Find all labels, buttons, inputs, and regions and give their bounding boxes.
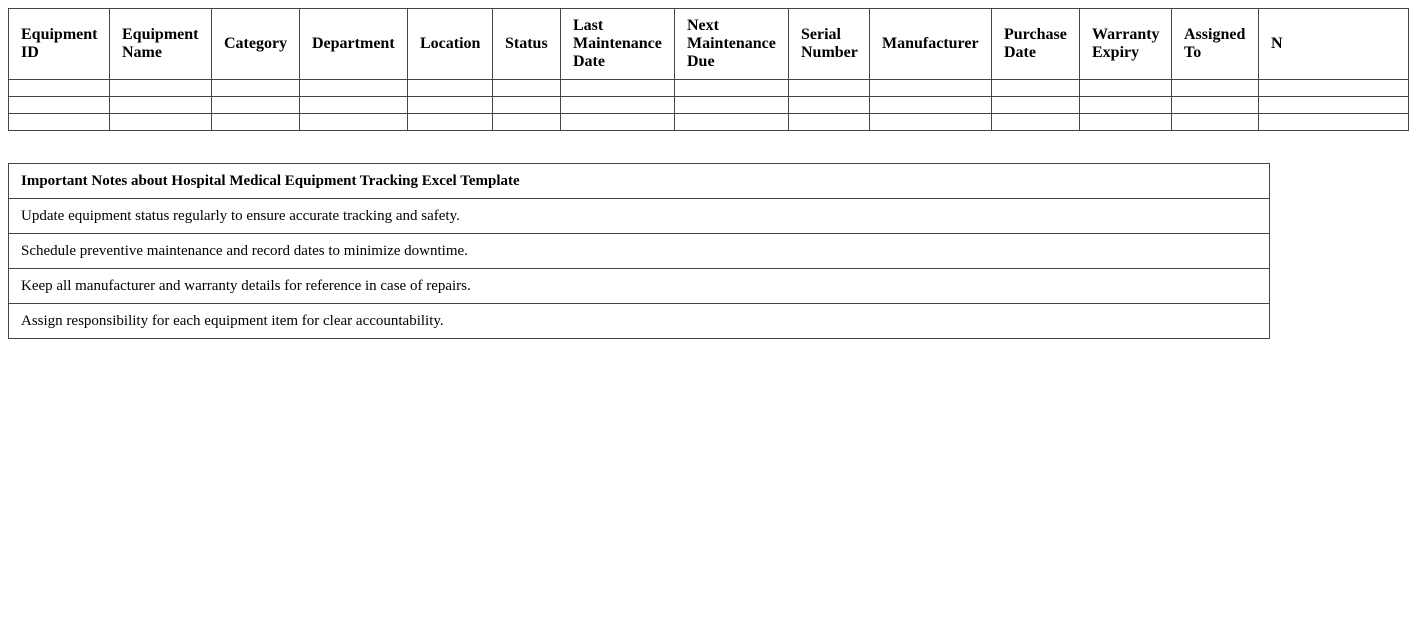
table-cell[interactable]	[870, 97, 992, 114]
table-cell[interactable]	[9, 114, 110, 131]
table-row	[9, 97, 1409, 114]
table-cell[interactable]	[212, 80, 300, 97]
table-cell[interactable]	[1172, 114, 1259, 131]
column-header-category: Category	[212, 9, 300, 80]
table-cell[interactable]	[789, 114, 870, 131]
table-cell[interactable]	[300, 114, 408, 131]
table-cell[interactable]	[493, 114, 561, 131]
table-cell[interactable]	[561, 80, 675, 97]
table-cell[interactable]	[1080, 80, 1172, 97]
table-cell[interactable]	[300, 80, 408, 97]
note-item: Schedule preventive maintenance and record dates to minimize downtime.	[9, 234, 1270, 269]
table-cell[interactable]	[1172, 97, 1259, 114]
table-row	[9, 114, 1409, 131]
table-cell[interactable]	[1172, 80, 1259, 97]
table-cell[interactable]	[992, 97, 1080, 114]
table-cell[interactable]	[675, 114, 789, 131]
table-cell[interactable]	[675, 97, 789, 114]
column-header-location: Location	[408, 9, 493, 80]
table-cell[interactable]	[789, 97, 870, 114]
table-cell[interactable]	[212, 97, 300, 114]
table-cell[interactable]	[300, 97, 408, 114]
column-header-equipment-name: Equipment Name	[110, 9, 212, 80]
note-row	[9, 234, 1270, 269]
table-cell[interactable]	[408, 114, 493, 131]
table-cell[interactable]	[110, 97, 212, 114]
notes-title-row	[9, 164, 1270, 199]
table-cell[interactable]	[110, 114, 212, 131]
note-item: Keep all manufacturer and warranty details for reference in case of repairs.	[9, 269, 1270, 304]
column-header-truncated: N	[1259, 9, 1409, 80]
column-header-department: Department	[300, 9, 408, 80]
column-header-warranty-expiry: Warranty Expiry	[1080, 9, 1172, 80]
table-cell[interactable]	[789, 80, 870, 97]
note-item: Update equipment status regularly to ensure accurate tracking and safety.	[9, 199, 1270, 234]
table-cell[interactable]	[110, 80, 212, 97]
equipment-tracking-table	[8, 8, 1409, 131]
table-cell[interactable]	[1259, 80, 1409, 97]
table-cell[interactable]	[408, 97, 493, 114]
column-header-equipment-id: Equipment ID	[9, 9, 110, 80]
table-cell[interactable]	[1080, 114, 1172, 131]
important-notes-table	[8, 163, 1270, 339]
note-row	[9, 269, 1270, 304]
page-content	[8, 8, 1283, 635]
table-cell[interactable]	[870, 114, 992, 131]
notes-title: Important Notes about Hospital Medical Equipment Tracking Excel Template	[9, 164, 1270, 199]
table-cell[interactable]	[561, 114, 675, 131]
column-header-serial-number: Serial Number	[789, 9, 870, 80]
note-row	[9, 304, 1270, 339]
column-header-status: Status	[493, 9, 561, 80]
note-item: Assign responsibility for each equipment item for clear accountability.	[9, 304, 1270, 339]
table-cell[interactable]	[992, 80, 1080, 97]
table-cell[interactable]	[9, 80, 110, 97]
table-cell[interactable]	[493, 97, 561, 114]
table-cell[interactable]	[1259, 114, 1409, 131]
table-cell[interactable]	[493, 80, 561, 97]
column-header-assigned-to: Assigned To	[1172, 9, 1259, 80]
table-cell[interactable]	[675, 80, 789, 97]
column-header-purchase-date: Purchase Date	[992, 9, 1080, 80]
table-cell[interactable]	[870, 80, 992, 97]
table-row	[9, 80, 1409, 97]
table-cell[interactable]	[9, 97, 110, 114]
table-cell[interactable]	[561, 97, 675, 114]
table-cell[interactable]	[212, 114, 300, 131]
table-cell[interactable]	[408, 80, 493, 97]
header-row	[9, 9, 1409, 80]
table-cell[interactable]	[1080, 97, 1172, 114]
column-header-next-maintenance-due: Next Maintenance Due	[675, 9, 789, 80]
table-cell[interactable]	[992, 114, 1080, 131]
column-header-last-maintenance-date: Last Maintenance Date	[561, 9, 675, 80]
column-header-manufacturer: Manufacturer	[870, 9, 992, 80]
note-row	[9, 199, 1270, 234]
table-cell[interactable]	[1259, 97, 1409, 114]
